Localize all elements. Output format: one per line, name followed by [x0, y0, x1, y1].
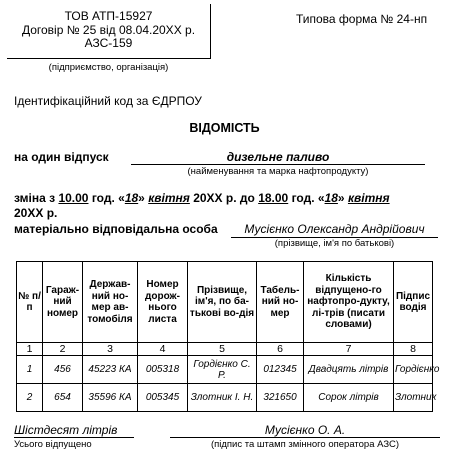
cell-tab-number: 321650 — [257, 384, 304, 412]
col-num: 3 — [83, 343, 138, 356]
issue-caption: (найменування та марка нафтопродукту) — [187, 166, 369, 177]
col-num: 1 — [17, 343, 43, 356]
cell-quantity: Двадцять літрів — [304, 356, 394, 384]
cell-waybill-number: 005345 — [138, 384, 188, 412]
header-driver-signature: Підпис водія — [394, 262, 433, 343]
operator-signature: Мусієнко О. А. — [264, 423, 346, 437]
cell-number: 1 — [17, 356, 43, 384]
shift-year: 20ХХ р. — [14, 206, 58, 220]
table-header-row — [17, 262, 433, 343]
month-to: квітня — [347, 191, 390, 205]
col-num: 7 — [304, 343, 394, 356]
col-num: 6 — [257, 343, 304, 356]
table-row — [17, 384, 433, 412]
cell-driver-signature: Злотник — [394, 384, 433, 412]
header-tab-number: Табель-ний но-мер — [257, 262, 304, 343]
cell-waybill-number: 005318 — [138, 356, 188, 384]
cell-quantity: Сорок літрів — [304, 384, 394, 412]
header-number: № п/п — [17, 262, 43, 343]
responsible-caption: (прізвище, ім'я по батькові) — [274, 238, 395, 249]
cell-driver-signature: Гордієнко — [394, 356, 433, 384]
org-name-line1: ТОВ АТП-15927 — [64, 9, 153, 23]
org-name-line3: АЗС-159 — [84, 36, 133, 50]
responsible-label: матеріально відповідальна особа — [14, 222, 218, 236]
total-caption: Усього відпущено — [14, 439, 92, 450]
edrpou-label: Ідентифікаційний код за ЄДРПОУ — [14, 94, 202, 108]
issue-underline — [131, 164, 425, 165]
month-from: квітня — [148, 191, 190, 205]
hour-from: 10.00 — [58, 191, 89, 205]
responsible-value: Мусієнко Олександр Андрійович — [244, 222, 425, 236]
table-row — [17, 356, 433, 384]
signature-caption: (підпис та штамп змінного оператора АЗС) — [210, 439, 400, 450]
form-number: Типова форма № 24-нп — [296, 12, 428, 26]
col-num: 5 — [188, 343, 257, 356]
header-quantity: Кількість відпущено-го нафтопро-дукту, лі-трів (писати словами) — [304, 262, 394, 343]
cell-driver-name: Злотник І. Н. — [188, 384, 257, 412]
col-num: 8 — [394, 343, 433, 356]
cell-garage-number: 654 — [43, 384, 83, 412]
signature-underline — [170, 437, 440, 438]
column-number-row — [17, 343, 433, 356]
cell-number: 2 — [17, 384, 43, 412]
day-to: 18 — [324, 191, 338, 205]
header-state-plate: Держав-ний но-мер ав-томобіля — [83, 262, 138, 343]
document-title: ВІДОМІСТЬ — [189, 121, 260, 135]
cell-driver-name: Гордієнко С. Р. — [188, 356, 257, 384]
org-caption: (підприємство, організація) — [48, 62, 169, 73]
total-underline — [14, 437, 134, 438]
issue-value: дизельне паливо — [226, 150, 330, 164]
total-value: Шістдесят літрів — [14, 423, 118, 437]
cell-tab-number: 012345 — [257, 356, 304, 384]
cell-state-plate: 35596 КА — [83, 384, 138, 412]
cell-garage-number: 456 — [43, 356, 83, 384]
day-from: 18 — [124, 191, 139, 205]
cell-state-plate: 45223 КА — [83, 356, 138, 384]
org-name-line2: Договір № 25 від 08.04.20ХХ р. — [21, 22, 196, 37]
hour-to: 18.00 — [258, 191, 289, 205]
col-num: 4 — [138, 343, 188, 356]
organization-box — [7, 4, 211, 59]
header-waybill-number: Номер дорож-нього листа — [138, 262, 188, 343]
issue-label: на один відпуск — [14, 150, 109, 164]
issue-table — [16, 261, 440, 412]
header-garage-number: Гараж-ний номер — [43, 262, 83, 343]
shift-line: зміна з 10.00 год. «18» квітня 20ХХ р. до 18.00 год. «18» квітня — [14, 191, 390, 205]
col-num: 2 — [43, 343, 83, 356]
header-driver-name: Прізвище, ім'я, по ба-тькові во-дія — [188, 262, 257, 343]
